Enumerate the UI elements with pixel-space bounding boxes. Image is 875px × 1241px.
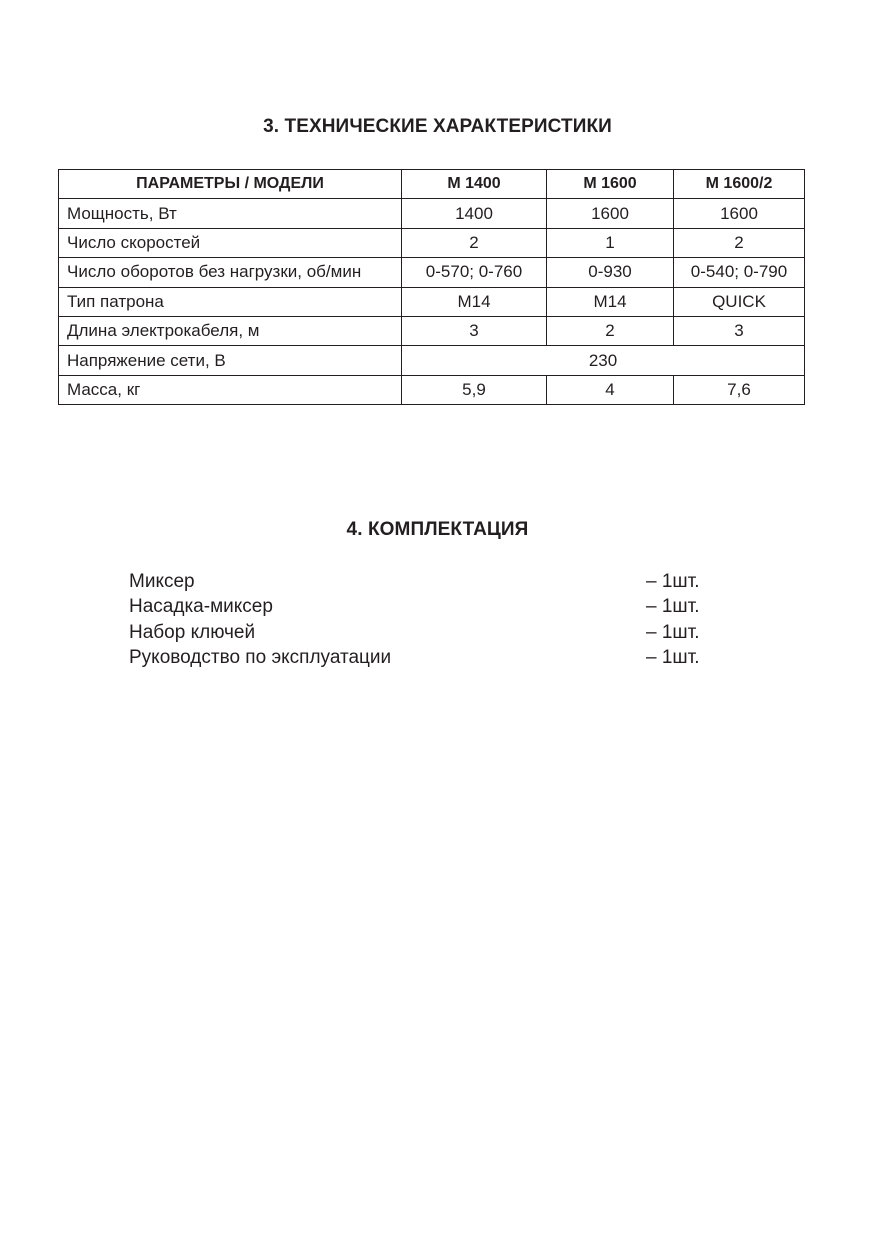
list-item xyxy=(129,645,709,670)
header-model-m1400: M 1400 xyxy=(402,170,547,199)
header-parameters: ПАРАМЕТРЫ / МОДЕЛИ xyxy=(59,170,402,199)
list-item xyxy=(129,594,709,619)
cell-value: 2 xyxy=(402,228,547,257)
list-item xyxy=(129,620,709,645)
item-quantity: – 1шт. xyxy=(646,596,700,618)
table-row xyxy=(59,258,805,287)
item-name: Руководство по эксплуатации xyxy=(129,646,392,668)
item-quantity: – 1шт. xyxy=(646,621,700,643)
cell-value: 7,6 xyxy=(674,375,805,404)
row-param: Мощность, Вт xyxy=(59,199,402,228)
table-row xyxy=(59,346,805,375)
cell-value: 5,9 xyxy=(402,375,547,404)
header-model-m1600: M 1600 xyxy=(547,170,674,199)
specifications-table xyxy=(58,169,805,405)
cell-value: 0-570; 0-760 xyxy=(402,258,547,287)
section-title-specifications: 3. ТЕХНИЧЕСКИЕ ХАРАКТЕРИСТИКИ xyxy=(263,116,612,137)
cell-value: 1600 xyxy=(674,199,805,228)
package-contents-list xyxy=(129,569,709,670)
item-name: Набор ключей xyxy=(129,621,256,643)
item-quantity: – 1шт. xyxy=(646,571,700,592)
table-row xyxy=(59,375,805,404)
list-item xyxy=(129,569,709,594)
item-quantity: – 1шт. xyxy=(646,646,700,668)
cell-value: 2 xyxy=(547,316,674,345)
table-row xyxy=(59,228,805,257)
cell-value: 1 xyxy=(547,228,674,257)
cell-value: M14 xyxy=(547,287,674,316)
row-param: Тип патрона xyxy=(59,287,402,316)
header-model-m1600-2: M 1600/2 xyxy=(674,170,805,199)
table-row xyxy=(59,199,805,228)
cell-value: 1600 xyxy=(547,199,674,228)
table-row xyxy=(59,287,805,316)
cell-value: 3 xyxy=(674,316,805,345)
row-param: Число скоростей xyxy=(59,228,402,257)
table-row xyxy=(59,316,805,345)
item-name: Миксер xyxy=(129,571,195,592)
cell-value: QUICK xyxy=(674,287,805,316)
row-param: Масса, кг xyxy=(59,375,402,404)
cell-value: 1400 xyxy=(402,199,547,228)
cell-value: 3 xyxy=(402,316,547,345)
row-param: Напряжение сети, В xyxy=(59,346,402,375)
row-param: Число оборотов без нагрузки, об/мин xyxy=(59,258,402,287)
cell-value: 0-930 xyxy=(547,258,674,287)
item-name: Насадка-миксер xyxy=(129,596,273,618)
section-title-package-contents: 4. КОМПЛЕКТАЦИЯ xyxy=(346,519,529,540)
row-param: Длина электрокабеля, м xyxy=(59,316,402,345)
table-header-row xyxy=(59,170,805,199)
cell-value: 2 xyxy=(674,228,805,257)
cell-value: M14 xyxy=(402,287,547,316)
cell-value: 0-540; 0-790 xyxy=(674,258,805,287)
cell-value-merged: 230 xyxy=(402,346,805,375)
cell-value: 4 xyxy=(547,375,674,404)
